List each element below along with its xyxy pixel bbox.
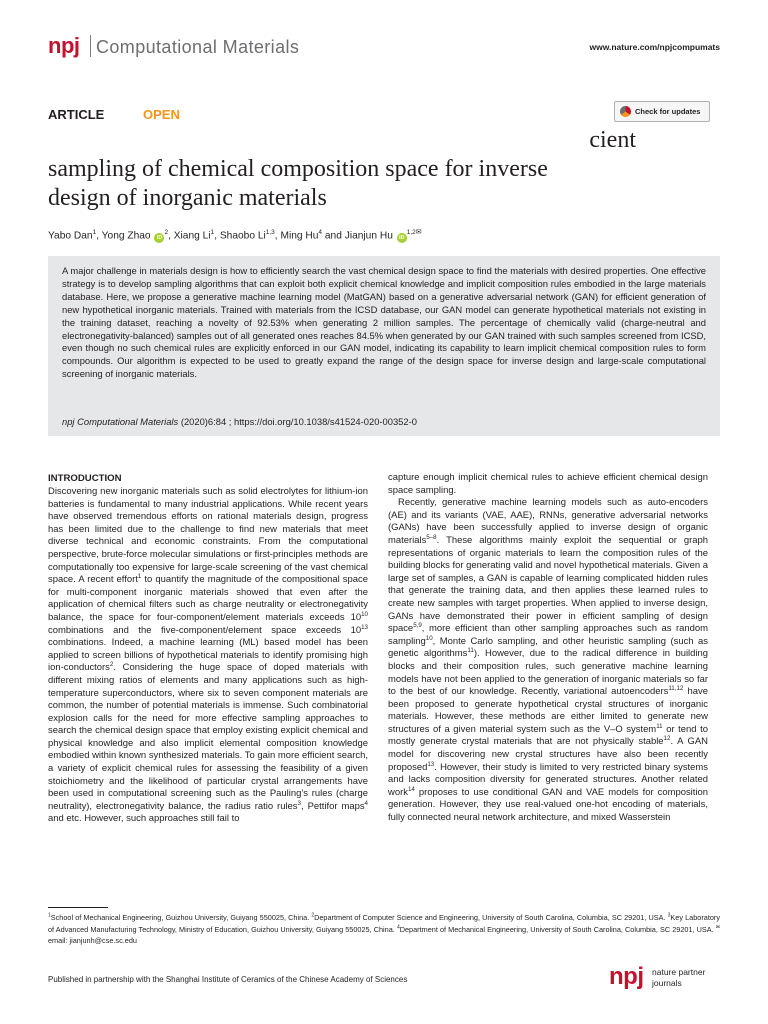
author-name[interactable]: Xiang Li (173, 230, 211, 242)
citation-ref[interactable]: 2 (109, 661, 114, 669)
author-name[interactable]: Jianjun Hu (344, 230, 393, 242)
author-affiliation-sup: 4 (318, 229, 323, 236)
journal-url-link[interactable]: www.nature.com/npjcompumats (589, 42, 720, 52)
author-list: Yabo Dan$^1$, Yong Zhao $iD^2$, Xiang Li$^1$, Shaobo Li$^{1,3}$, Ming Hu$^4$ and Jianjun Hu $iD^{1,2✉}$ (48, 229, 422, 242)
author-affiliation-sup: 1 (92, 229, 97, 236)
affiliation-text: Department of Computer Science and Engineering, University of South Carolina, Columbia, SC 29201, USA. (314, 913, 668, 922)
check-for-updates-label: Check for updates (635, 107, 701, 116)
citation-ref[interactable]: 10 (425, 634, 433, 642)
body-text: . A GAN model for discovering new crystal structures have also been recently proposed (388, 736, 708, 773)
title-line-1: cient (589, 127, 636, 153)
author-affiliation-sup: 1,3 (265, 229, 275, 236)
body-text: , more efficient than other sampling approaches such as random sampling (388, 623, 708, 647)
author-affiliation-sup: 2 (164, 229, 169, 236)
author-name[interactable]: Yong Zhao (101, 230, 151, 242)
body-text: or tend to mostly generate crystal materials that are not physically stable (388, 723, 708, 748)
citation-ref[interactable]: 14 (407, 785, 415, 793)
journal-name: Computational Materials (96, 37, 300, 57)
abstract-box (48, 256, 720, 436)
body-text: . Considering the huge space of doped materials with different mixing ratios of elements and many applications such as high-temperature superconductors, where six to seven component materials are common, the number of potential materials is immense. Such combinatorial explosion calls for the need for more effective sampling approaches to search the chemical design space that employ existing explicit chemical and physical knowledge and also implicit elemental composition knowledge embodied within known synthesized materials. To gain more efficient search, a variety of explicit chemical rules for assessing the feasibility of a given stoichiometry and the likelihood of particular crystal arrangements have been used in computational screening such as the Pauling’s rules (charge neutrality), electronegativity balance, the radius ratio rules (48, 662, 368, 812)
body-column-right (388, 472, 708, 825)
citation-ref[interactable]: 3 (297, 799, 301, 807)
body-text: combinations. Indeed, a machine learning (ML) based model has been applied to screen billions of hypothetical materials to identify promising high ion-conductors (48, 637, 368, 674)
npj-logo: npj (48, 33, 80, 58)
body-text: combinations and the five-component/element space exceeds 10 (48, 624, 362, 636)
footer-logo-line-1: nature partner (652, 967, 706, 977)
body-text: proposes to use conditional GAN and VAE models for composition generation. However, they use real-valued one-hot encoding of materials, fully connected neural network architecture, and mixed Wasserstein (388, 786, 708, 824)
intro-paragraph-1 (48, 486, 368, 826)
author-name[interactable]: Shaobo Li (219, 230, 266, 242)
citation-journal: npj Computational Materials (62, 416, 179, 427)
check-for-updates-button[interactable] (614, 101, 710, 122)
body-text: . However, their study is limited to very restricted binary systems and lacks composition diversity for generated structures. Another related work (388, 761, 708, 798)
author-affiliation-sup: 1,2 (406, 229, 416, 236)
affiliation-text: School of Mechanical Engineering, Guizhou University, Guiyang 550025, China. (50, 913, 312, 922)
orcid-icon[interactable]: iD (154, 233, 164, 243)
article-type-label: ARTICLE (48, 107, 105, 122)
citation-ref[interactable]: 11 (656, 722, 663, 730)
citation-ref[interactable]: 1 (137, 573, 142, 581)
affiliation-text: Department of Mechanical Engineering, University of South Carolina, Columbia, SC 29201, USA. (399, 924, 716, 934)
affiliation-text: Key Laboratory of Advanced Manufacturing Technology, Ministry of Education, Guizhou University, Guiyang 550025, China. (48, 913, 720, 934)
author-name[interactable]: Yabo Dan (48, 230, 93, 242)
affiliation-sup: 2 (311, 912, 315, 919)
affiliation-sup: 3 (667, 912, 671, 919)
citation-ref[interactable]: 5–8 (426, 533, 437, 541)
body-text: and etc. However, such approaches still fail to (48, 813, 240, 825)
open-access-label: OPEN (143, 107, 180, 122)
affiliation-sup: 1 (48, 912, 51, 919)
citation-doi-link[interactable]: (2020)6:84 ; https://doi.org/10.1038/s41524-020-00352-0 (180, 416, 417, 427)
citation-ref[interactable]: 11,12 (668, 684, 684, 692)
title-line-3: design of inorganic materials (48, 185, 327, 211)
citation-ref[interactable]: 12 (663, 735, 671, 743)
body-text: , Monte Carlo sampling, and other heuristic sampling (such as genetic algorithms (388, 635, 708, 660)
crossmark-icon (620, 106, 631, 117)
intro-paragraph-2 (388, 497, 708, 824)
footnote-divider (48, 907, 108, 908)
article-title (48, 126, 648, 213)
title-line-2: sampling of chemical composition space for inverse (48, 156, 548, 182)
intro-paragraph-1-continued: capture enough implicit chemical rules to achieve efficient chemical design space sampling. (388, 472, 708, 496)
citation-ref[interactable]: 13 (427, 760, 435, 768)
journal-header (48, 34, 720, 58)
exponent: 13 (361, 623, 368, 631)
author-name[interactable]: Ming Hu (280, 230, 319, 242)
envelope-icon: ✉ (715, 924, 720, 931)
body-text: have been proposed to generate hypothetical crystal structures of inorganic materials. However, these methods are either limited to generate new structures of a given material system such as the V–O system (388, 686, 708, 735)
orcid-icon[interactable]: iD (397, 233, 407, 243)
citation-ref[interactable]: 11 (467, 647, 474, 655)
exponent: 10 (361, 610, 368, 618)
footer-logo-line-2: journals (652, 978, 682, 988)
envelope-icon[interactable]: ✉ (415, 229, 422, 236)
section-heading-introduction: INTRODUCTION (48, 473, 122, 484)
body-text: to quantify the magnitude of the compositional space for multi-component inorganic materials showed that even after the application of chemical filters such as charge neutrality or electronegativity balance, the space for four-component/element materials exceeds 10 (48, 574, 368, 623)
footer-npj-logo: npj (609, 963, 644, 990)
abstract-text: A major challenge in materials design is how to efficiently search the vast chemical design space to find the materials with desired properties. One effective strategy is to develop sampling algorithms that can exploit both explicit chemical knowledge and implicit composition rules embodied in the large materials database. Here, we propose a generative machine learning model (MatGAN) based on a generative adversarial network (GAN) for efficient generation of new hypothetical inorganic materials. Trained with materials from the ICSD database, our GAN model can generate hypothetical materials not existing in the training dataset, reaching a novelty of 92.53% when generating 2 million samples. The percentage of chemically valid (charge-neutral and electronegativity-balanced) samples out of all generated ones reaches 84.5% when generated by our GAN trained with such samples screened from ICSD, even though no such chemical rules are explicitly enforced in our GAN model, indicating its capability to learn implicit chemical composition rules to form compounds. Our algorithm is expected to be used to greatly expand the range of the design space for inverse design and large-scale computational screening of inorganic materials. (62, 265, 706, 380)
corresponding-email-link[interactable]: email: jianjunh@cse.sc.edu (48, 936, 137, 946)
authors-and: and (324, 230, 342, 242)
citation-line (62, 416, 417, 427)
author-affiliation-sup: 1 (210, 229, 215, 236)
affiliations-footnote (48, 912, 720, 947)
body-text: Recently, generative machine learning models such as auto-encoders (AE) and its variants (VAE, AAE), RNNs, generative adversarial networks (GANs) have been successfully applied to inverse design of organic materials (388, 497, 708, 546)
body-column-left (48, 472, 368, 826)
body-text: ). However, due to the radical difference in building blocks and their composition rules, such generative machine learning models have not been applied to the generation of inorganic materials so far to the best of our knowledge. Recently, variational autoencoders (388, 648, 708, 698)
body-text: Discovering new inorganic materials such as solid electrolytes for lithium-ion batteries is fundamental to many industrial applications. While recent years have observed tremendous efforts on rational materials design, progress has been limited due to the challenge to find new materials that meet diverse technical and economic constraints. From the computational perspective, brute-force molecular simulations or first-principles methods are computationally too expensive for large-scale screening of the vast chemical space. A recent effort (48, 486, 368, 586)
partnership-statement: Published in partnership with the Shanghai Institute of Ceramics of the Chinese Academy of Sciences (48, 975, 408, 984)
citation-ref[interactable]: 5,9 (413, 621, 422, 629)
header-divider (90, 35, 91, 57)
body-text: . These algorithms mainly exploit the sequential or graph representations of organic materials to learn the composition rules of the building blocks for generating valid and novel hypothetical materials. Given a large set of samples, a GAN is capable of learning complicated hidden rules that generate the training data, and then applies these learned rules to create new samples with target properties. When applied to inverse design, GANs have demonstrated their power in efficient sampling of design space (388, 534, 709, 635)
article-type-row (48, 107, 720, 127)
body-text: , Pettifor maps (300, 800, 365, 812)
nature-partner-journals-logo (609, 963, 721, 993)
citation-ref[interactable]: 4 (364, 799, 368, 807)
affiliation-sup: 4 (396, 924, 400, 931)
